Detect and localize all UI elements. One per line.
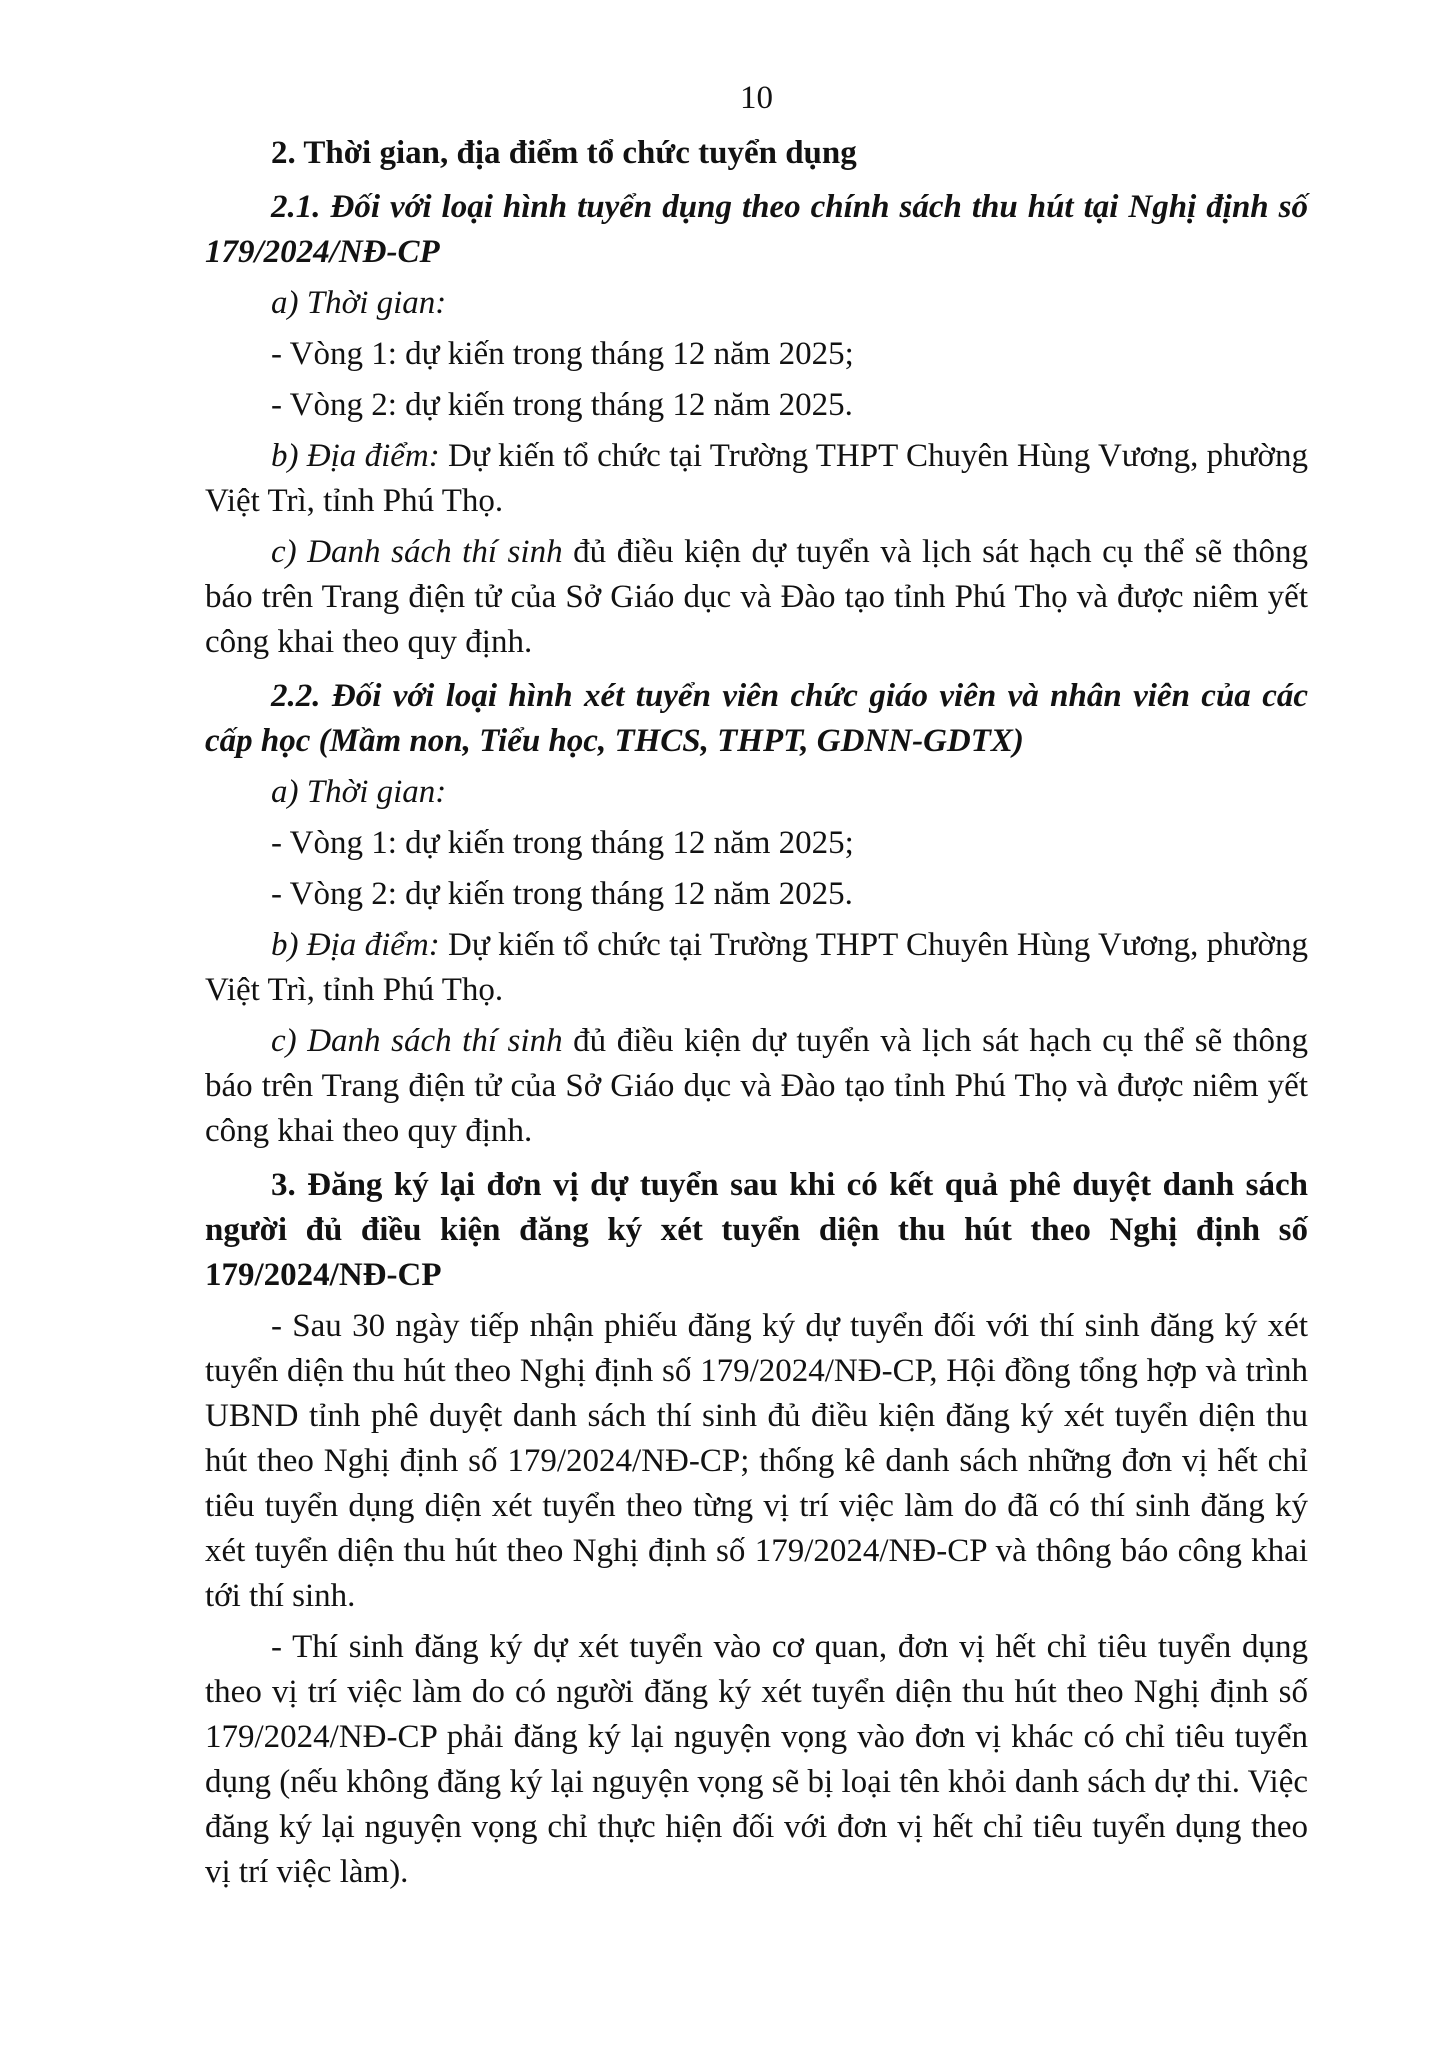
- section-2-1-location-paragraph: [205, 434, 1308, 524]
- section-2-2-candidates-paragraph: [205, 1019, 1308, 1154]
- section-2-1-round-2: - Vòng 2: dự kiến trong tháng 12 năm 2025.: [271, 387, 853, 423]
- section-2-1-candidates-label: c) Danh sách thí sinh: [271, 534, 563, 570]
- section-2-2-location-text: Dự kiến tổ chức tại Trường THPT Chuyên Hùng Vương, phường Việt Trì, tỉnh Phú Thọ.: [205, 927, 1308, 1008]
- section-3-paragraph-2: - Thí sinh đăng ký dự xét tuyển vào cơ quan, đơn vị hết chỉ tiêu tuyển dụng theo vị trí việc làm do có người đăng ký xét tuyển diện thu hút theo Nghị định số 179/2024/NĐ-CP phải đăng ký lại nguyện vọng vào đơn vị khác có chỉ tiêu tuyển dụng (nếu không đăng ký lại nguyện vọng sẽ bị loại tên khỏi danh sách dự thi. Việc đăng ký lại nguyện vọng chỉ thực hiện đối với đơn vị hết chỉ tiêu tuyển dụng theo vị trí việc làm).: [205, 1629, 1308, 1890]
- section-2-1-time-label: a) Thời gian:: [271, 285, 447, 321]
- page-number: 10: [740, 80, 773, 116]
- section-2-2-round-1: - Vòng 1: dự kiến trong tháng 12 năm 2025;: [271, 825, 854, 861]
- section-2-heading: 2. Thời gian, địa điểm tổ chức tuyển dụng: [271, 135, 857, 171]
- section-3-heading: 3. Đăng ký lại đơn vị dự tuyển sau khi có kết quả phê duyệt danh sách người đủ điều kiện đăng ký xét tuyển diện thu hút theo Nghị định số 179/2024/NĐ-CP: [205, 1167, 1308, 1293]
- section-2-2-candidates-label: c) Danh sách thí sinh: [271, 1023, 563, 1059]
- section-2-1-heading: 2.1. Đối với loại hình tuyển dụng theo chính sách thu hút tại Nghị định số 179/2024/NĐ-CP: [205, 189, 1308, 270]
- section-2-2-candidates-text: đủ điều kiện dự tuyển và lịch sát hạch cụ thể sẽ thông báo trên Trang điện tử của Sở Giáo dục và Đào tạo tỉnh Phú Thọ và được niêm yết công khai theo quy định.: [205, 1023, 1308, 1149]
- section-2-2-round-2: - Vòng 2: dự kiến trong tháng 12 năm 2025.: [271, 876, 853, 912]
- section-2-1-location-text: Dự kiến tổ chức tại Trường THPT Chuyên Hùng Vương, phường Việt Trì, tỉnh Phú Thọ.: [205, 438, 1308, 519]
- section-2-2-location-paragraph: [205, 923, 1308, 1013]
- section-2-2-heading: 2.2. Đối với loại hình xét tuyển viên chức giáo viên và nhân viên của các cấp học (Mầm non, Tiểu học, THCS, THPT, GDNN-GDTX): [205, 678, 1308, 759]
- section-2-2-location-label: b) Địa điểm:: [271, 927, 440, 963]
- section-2-1-location-label: b) Địa điểm:: [271, 438, 440, 474]
- section-2-1-round-1: - Vòng 1: dự kiến trong tháng 12 năm 2025;: [271, 336, 854, 372]
- section-2-1-candidates-text: đủ điều kiện dự tuyển và lịch sát hạch cụ thể sẽ thông báo trên Trang điện tử của Sở Giáo dục và Đào tạo tỉnh Phú Thọ và được niêm yết công khai theo quy định.: [205, 534, 1308, 660]
- section-3-paragraph-1: - Sau 30 ngày tiếp nhận phiếu đăng ký dự tuyển đối với thí sinh đăng ký xét tuyển diện thu hút theo Nghị định số 179/2024/NĐ-CP, Hội đồng tổng hợp và trình UBND tỉnh phê duyệt danh sách thí sinh đủ điều kiện đăng ký xét tuyển diện thu hút theo Nghị định số 179/2024/NĐ-CP; thống kê danh sách những đơn vị hết chỉ tiêu tuyển dụng diện xét tuyển theo từng vị trí việc làm do đã có thí sinh đăng ký xét tuyển diện thu hút theo Nghị định số 179/2024/NĐ-CP và thông báo công khai tới thí sinh.: [205, 1308, 1308, 1614]
- section-2-1-candidates-paragraph: [205, 530, 1308, 665]
- section-2-2-time-label: a) Thời gian:: [271, 774, 447, 810]
